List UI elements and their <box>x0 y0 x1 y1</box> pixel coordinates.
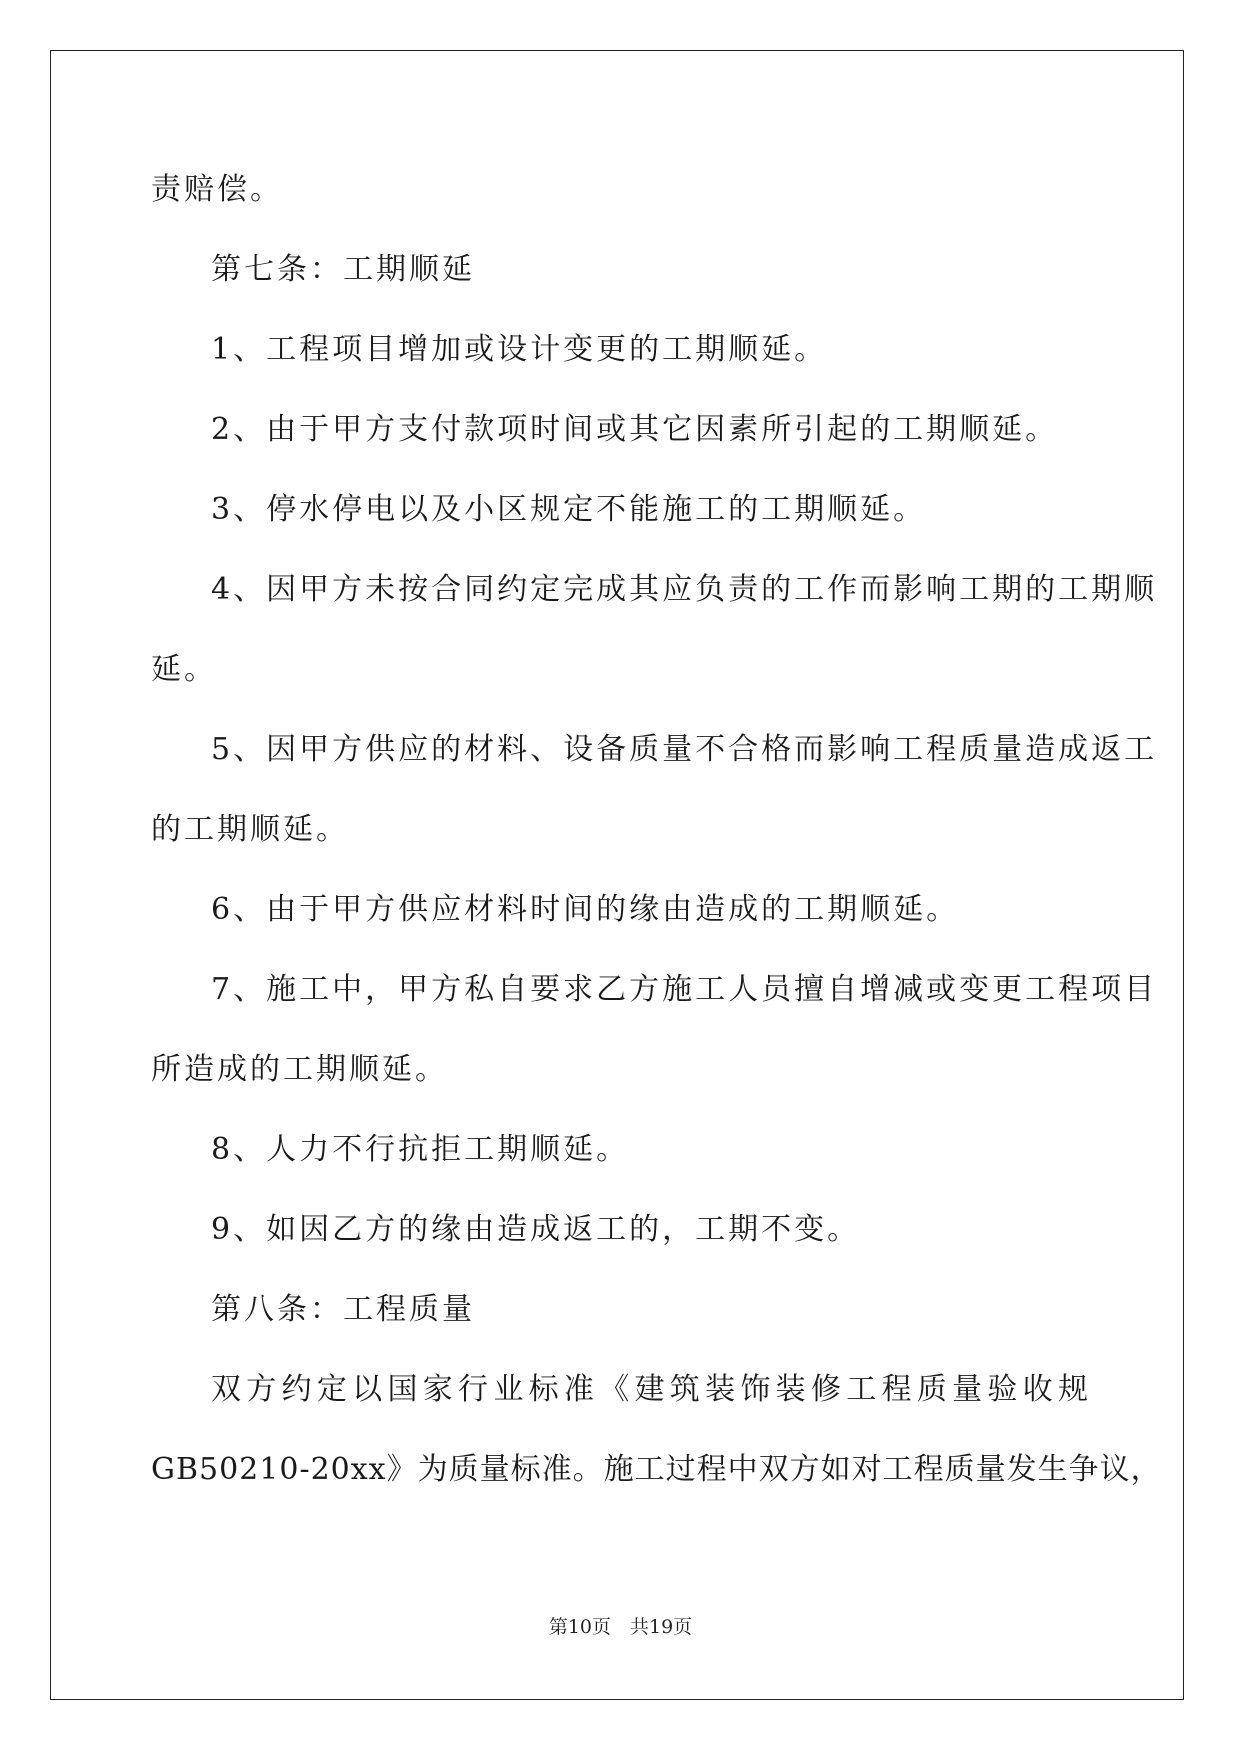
section-heading: 第七条：工期顺延 <box>211 252 475 287</box>
list-item: 5、因甲方供应的材料、设备质量不合格而影响工程质量造成返工 <box>211 732 1158 767</box>
text-line: 延。 <box>151 652 217 687</box>
text-line: 的工期顺延。 <box>151 812 349 847</box>
list-item: 4、因甲方未按合同约定完成其应负责的工作而影响工期的工期顺 <box>211 572 1158 607</box>
text-line: 责赔偿。 <box>151 172 283 207</box>
list-item: 2、由于甲方支付款项时间或其它因素所引起的工期顺延。 <box>211 412 1059 447</box>
list-item: 1、工程项目增加或设计变更的工期顺延。 <box>211 332 828 367</box>
list-item: 3、停水停电以及小区规定不能施工的工期顺延。 <box>211 492 927 527</box>
list-item: 9、如因乙方的缘由造成返工的，工期不变。 <box>211 1212 861 1247</box>
paragraph-line: 双方约定以国家行业标准《建筑装饰装修工程质量验收规 <box>211 1372 1091 1407</box>
list-item: 6、由于甲方供应材料时间的缘由造成的工期顺延。 <box>211 892 960 927</box>
page-number: 第10页 共19页 <box>548 1616 693 1638</box>
list-item: 7、施工中，甲方私自要求乙方施工人员擅自增减或变更工程项目 <box>211 972 1158 1007</box>
paragraph-line: GB50210-20xx》为质量标准。施工过程中双方如对工程质量发生争议， <box>151 1452 1162 1487</box>
section-heading: 第八条：工程质量 <box>211 1292 475 1327</box>
list-item: 8、人力不行抗拒工期顺延。 <box>211 1132 630 1167</box>
text-line: 所造成的工期顺延。 <box>151 1052 448 1087</box>
